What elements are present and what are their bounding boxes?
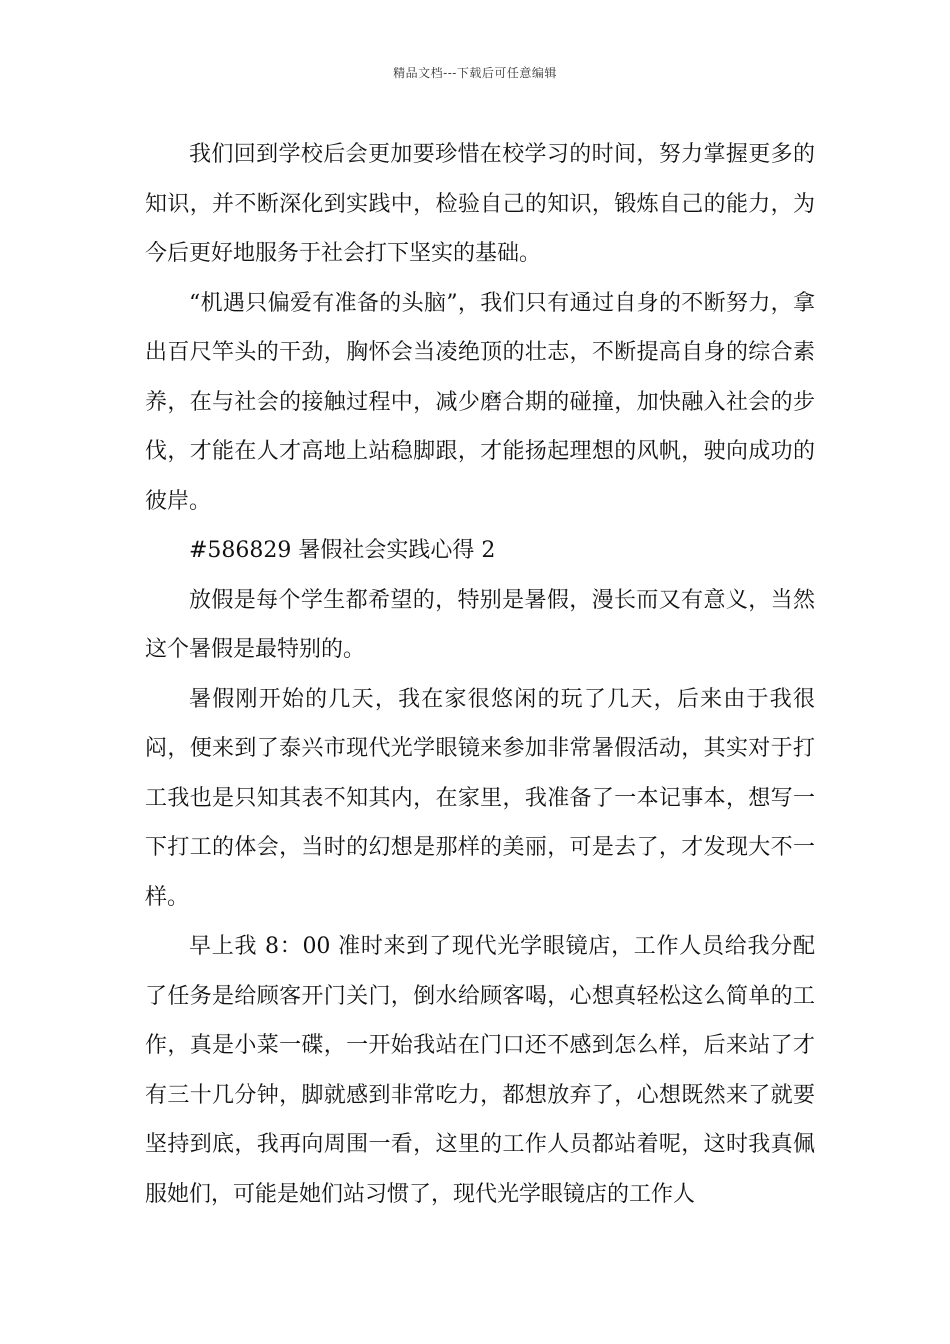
document-body (145, 130, 815, 1219)
paragraph-5: 早上我 8：00 准时来到了现代光学眼镜店，工作人员给我分配了任务是给顾客开门关门，倒水给顾客喝，心想真轻松这么简单的工作，真是小菜一碟，一开始我站在门口还不感到怎么样，后来站了才有三十几分钟，脚就感到非常吃力，都想放弃了，心想既然来了就要坚持到底，我再向周围一看，这里的工作人员都站着呢，这时我真佩服她们，可能是她们站习惯了，现代光学眼镜店的工作人 (145, 934, 815, 1207)
section-heading: #586829 暑假社会实践心得 2 (189, 538, 496, 563)
paragraph-3: 放假是每个学生都希望的，特别是暑假，漫长而又有意义，当然这个暑假是最特别的。 (145, 587, 815, 662)
paragraph-4: 暑假刚开始的几天，我在家很悠闲的玩了几天，后来由于我很闷，便来到了泰兴市现代光学眼镜来参加非常暑假活动，其实对于打工我也是只知其表不知其内，在家里，我准备了一本记事本，想写一下打工的体会，当时的幻想是那样的美丽，可是去了，才发现大不一样。 (145, 686, 815, 910)
page-header: 精品文档---下载后可任意编辑 (393, 66, 557, 80)
paragraph-2: “机遇只偏爱有准备的头脑”，我们只有通过自身的不断努力，拿出百尺竿头的干劲，胸怀会当凌绝顶的壮志，不断提高自身的综合素养，在与社会的接触过程中，减少磨合期的碰撞，加快融入社会的步伐，才能在人才高地上站稳脚跟，才能扬起理想的风帆，驶向成功的彼岸。 (145, 290, 815, 514)
paragraph-1: 我们回到学校后会更加要珍惜在校学习的时间，努力掌握更多的知识，并不断深化到实践中，检验自己的知识，锻炼自己的能力，为今后更好地服务于社会打下坚实的基础。 (145, 142, 815, 266)
